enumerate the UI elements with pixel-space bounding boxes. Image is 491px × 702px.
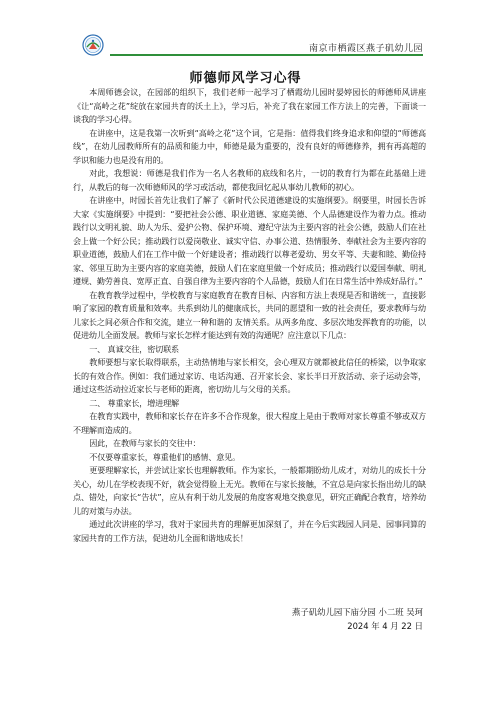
signature-block <box>292 605 423 633</box>
paragraph: 不仅要尊重家长，尊重他们的感情、意见。 <box>89 451 241 462</box>
paragraph: 更要理解家长，并尝试让家长也理解教师。作为家长，一般都期盼幼儿成才，对幼儿的成长十分关心，幼儿在学校表现不好，就会觉得脸上无光。教师在与家长接触，不宜总是向家长指出幼儿的缺点、错处，向家长“告状”，应从有利于幼儿发展的角度客观地交换意见，研究正确配合教育，培养幼儿的对策与办法。 <box>73 465 426 516</box>
paragraph: 在教育教学过程中，学校教育与家庭教育在教育目标、内容和方法上表现是否和谐统一，直接影响了家园的教育质量和效率。共系到幼儿的健康成长，共同的愿望和一致的社会责任，要求教师与幼儿家长之间必须合作和交流，建立一种和谐的 友情关系。从两多角度、多层次地发挥教育的功能，以促进幼儿全面发展。教师与家长怎样才能达到有效的沟通呢？应注意以下几点： <box>73 289 426 340</box>
date-line: 2024 年 4 月 22 日 <box>347 621 423 631</box>
paragraph: 本周师德会议，在园部的组织下，我们老师一起学习了栖霞幼儿园时晏婷园长的师德师风讲座《让“高岭之花”绽放在家园共育的沃土上》，学习后，补充了我在家园工作方法上的完善，下面谈一谈我的学习心得。 <box>73 87 426 124</box>
paragraph: 在教育实践中，教师和家长存在许多不合作现象，很大程度上是由于教师对家长尊重不够或双方不理解而造成的。 <box>73 411 426 435</box>
kindergarten-logo-icon <box>82 34 104 56</box>
section-heading: 二、 尊重家长，增进理解 <box>89 397 179 408</box>
section-heading: 一、 真诚交往，密切联系 <box>89 343 179 354</box>
paragraph: 通过此次讲座的学习，我对于家园共育的理解更加深刻了，并在今后实践园人同是、园事同算的家园共育的工作方法，促进幼儿全面和谐地成长！ <box>73 519 426 543</box>
school-name: 南京市栖霞区燕子矶幼儿园 <box>308 44 423 54</box>
paragraph: 因此，在教师与家长的交往中： <box>89 438 201 448</box>
paragraph: 教师要想与家长取得联系，主动热情地与家长相交，会心理双方就都被此信任的桥梁，以争取家长的有效合作。例如：我们通过家访、电话沟通、召开家长会、家长半日开放活动、亲子运动会等，通过这些活动拉近家长与老师的距离，密切幼儿与父母的关系。 <box>73 357 426 394</box>
document-title: 师德师风学习心得 <box>189 71 302 86</box>
paragraph: 对此，我想说：师德是我们作为一名人名教师的底线和名片，一切的教育行为都在此基础上进行，从教后的每一次师德师风的学习或活动，都使我回忆起从事幼儿教师的初心。 <box>73 168 426 192</box>
document-body <box>73 86 426 545</box>
paragraph: 在讲座中，这是我第一次听到“高岭之花”这个词，它是指：值得我们终身追求和仰望的“师德高线”，在幼儿园教师所有的品质和能力中，师德是最为重要的，没有良好的师德修养，拥有再高超的学识和能力也是没有用的。 <box>73 127 426 165</box>
paragraph: 在讲座中，时园长首先让我们了解了《新时代公民道德建设的实施纲要》。纲要里，时园长告诉大家《实施纲要》中提到：“要把社会公德、职业道德、家庭美德、个人品德建设作为着力点。推动践行以文明礼貌、助人为乐、爱护公物、保护环境、遵纪守法为主要内容的社会公德，鼓励人们在社会上做一个好公民；推动践行以爱岗敬业、诚实守信、办事公道、热情服务、奉献社会为主要内容的职业道德，鼓励人们在工作中做一个好建设者；推动践行以尊老爱幼、男女平等、夫妻和睦、勤俭持家、邻里互助为主要内容的家庭美德，鼓励人们在家庭里做一个好成员；推动践行以爱国奉献、明礼遵规、勤劳善良、宽厚正直、自强自律为主要内容的个人品德，鼓励人们在日常生活中养成好品行。” <box>73 195 426 286</box>
page-header <box>72 40 423 56</box>
header-rule <box>110 54 423 56</box>
author-line: 燕子矶幼儿园下庙分园 小二班 吴珂 <box>292 607 423 617</box>
